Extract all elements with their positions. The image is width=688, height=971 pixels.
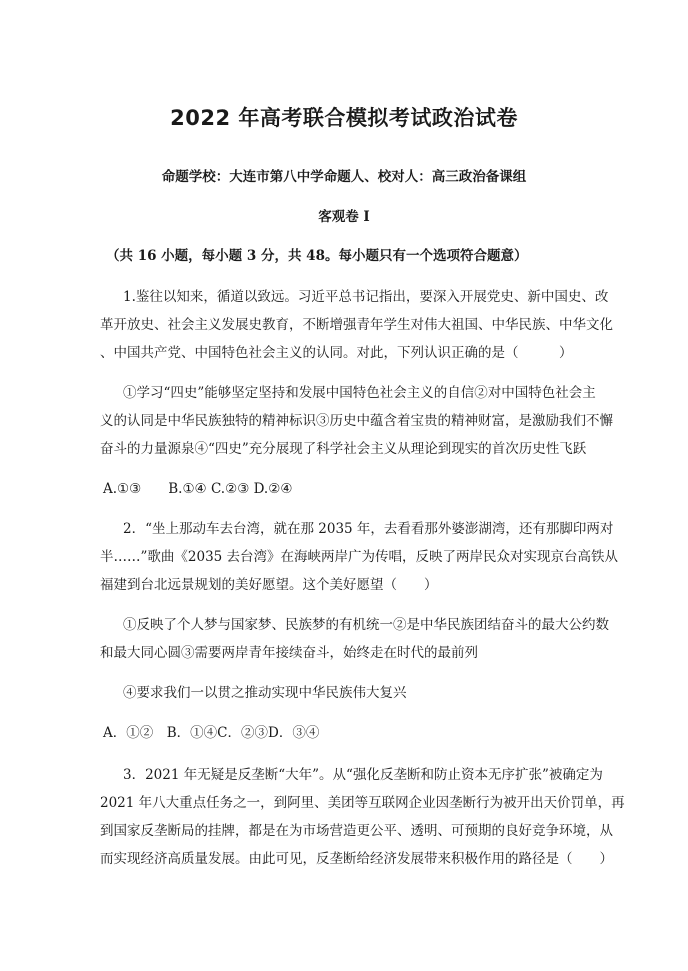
q1-stem-line-2: 革开放史、社会主义发展史教育，不断增强青年学生对伟大祖国、中华民族、中华文化 (100, 317, 613, 333)
q3-stem-line-4: 而实现经济高质量发展。由此可见，反垄断给经济发展带来积极作用的路径是（ ） (100, 851, 613, 867)
q3-stem-line-3: 到国家反垄断局的挂牌，都是在为市场营造更公平、透明、可预期的良好竞争环境，从 (100, 823, 613, 839)
exam-title: 2022 年高考联合模拟考试政治试卷 (170, 106, 518, 130)
q1-stem-line-3: 、中国共产党、中国特色社会主义的认同。对此，下列认识正确的是（ ） (100, 345, 573, 361)
exam-subtitle: 命题学校：大连市第八中学命题人、校对人：高三政治备课组 (161, 169, 527, 185)
q2-statement-line-2: 和最大同心圆③需要两岸青年接续奋斗，始终走在时代的最前列 (100, 645, 478, 661)
q2-stem-line-1: 2．“坐上那动车去台湾，就在那 2035 年，去看看那外婆澎湖湾，还有那脚印两对 (123, 521, 614, 537)
q1-options: A.①③ B.①④ C.②③ D.②④ (103, 481, 293, 497)
q1-statement-line-1: ①学习“四史”能够坚定坚持和发展中国特色社会主义的自信②对中国特色社会主 (123, 385, 596, 401)
q3-stem-line-2: 2021 年八大重点任务之一，到阿里、美团等互联网企业因垄断行为被开出天价罚单，再 (100, 795, 625, 811)
q2-stem-line-2: 半……”歌曲《2035 去台湾》在海峡两岸广为传唱，反映了两岸民众对实现京台高铁从 (100, 549, 619, 565)
q3-stem-line-1: 3．2021 年无疑是反垄断“大年”。从“强化反垄断和防止资本无序扩张”被确定为 (123, 767, 603, 783)
q2-statement-4: ④要求我们一以贯之推动实现中华民族伟大复兴 (123, 685, 407, 701)
q1-statement-line-2: 义的认同是中华民族独特的精神标识③历史中蕴含着宝贵的精神财富，是激励我们不懈 (100, 413, 613, 429)
section-instructions: （共 16 小题，每小题 3 分，共 48。每小题只有一个选项符合题意） (106, 248, 528, 264)
q2-stem-line-3: 福建到台北远景规划的美好愿望。这个美好愿望（ ） (100, 577, 438, 593)
q1-statement-line-3: 奋斗的力量源泉④“四史”充分展现了科学社会主义从理论到现实的首次历史性飞跃 (100, 441, 587, 457)
section-heading: 客观卷 I (318, 209, 370, 225)
q1-stem-line-1: 1.鉴往以知来，循道以致远。习近平总书记指出，要深入开展党史、新中国史、改 (123, 289, 609, 305)
q2-statement-line-1: ①反映了个人梦与国家梦、民族梦的有机统一②是中华民族团结奋斗的最大公约数 (123, 617, 609, 633)
q2-options: A．①② B．①④C．②③D．③④ (103, 725, 320, 741)
